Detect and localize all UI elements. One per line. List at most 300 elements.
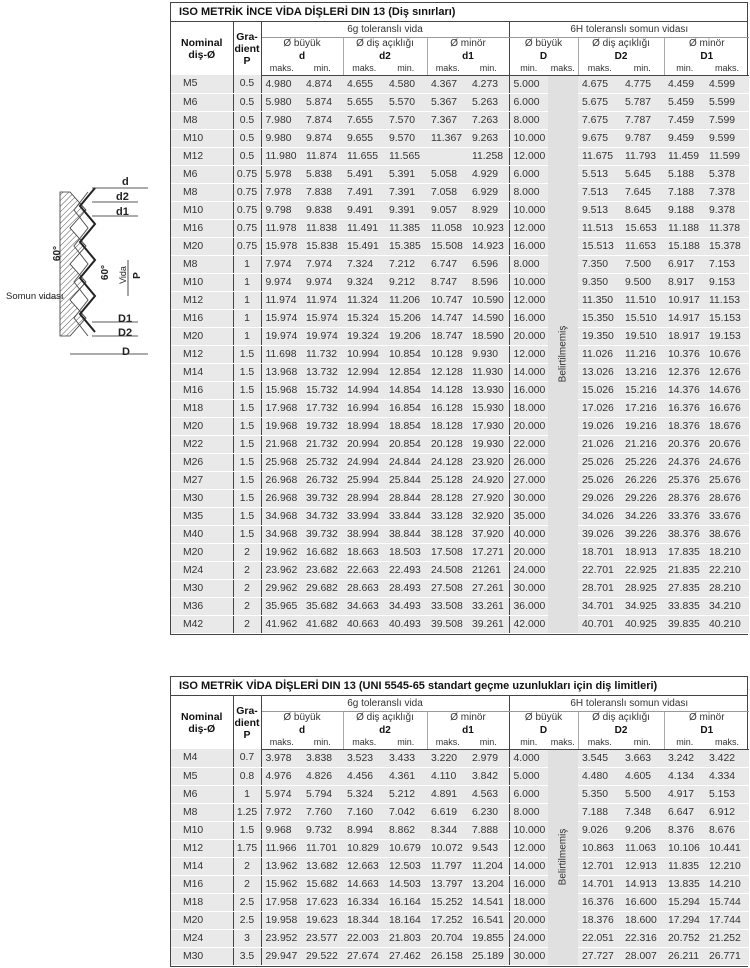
cell-value: 39.508 xyxy=(427,615,468,633)
cell-value: 25.189 xyxy=(468,947,509,965)
cell-value: 3.663 xyxy=(621,749,664,767)
cell-value: 5.058 xyxy=(427,165,468,183)
cell-value: 11.874 xyxy=(302,147,343,165)
thread-profile-diagram xyxy=(0,170,175,370)
cell-value: 3.545 xyxy=(578,749,621,767)
cell-value: 8.000 xyxy=(509,111,548,129)
header-D: D xyxy=(539,724,548,736)
cell-value: 9.732 xyxy=(302,821,343,839)
table-row xyxy=(171,363,749,381)
cell-value: 11.698 xyxy=(261,345,302,363)
cell-value: 9.543 xyxy=(468,839,509,857)
table-row xyxy=(171,219,749,237)
cell-gradient: 1.25 xyxy=(233,803,261,821)
cell-value: 10.863 xyxy=(578,839,621,857)
cell-value: 34.925 xyxy=(621,597,664,615)
cell-nominal: M6 xyxy=(171,165,233,183)
cell-value: 19.206 xyxy=(385,327,427,345)
cell-value: 5.787 xyxy=(621,93,664,111)
cell-value: 3.523 xyxy=(343,749,385,767)
cell-nominal: M8 xyxy=(171,111,233,129)
cell-value: 12.701 xyxy=(578,857,621,875)
cell-value: 25.676 xyxy=(705,471,749,489)
header-big: Ø büyük xyxy=(283,711,321,723)
cell-gradient: 1.5 xyxy=(233,453,261,471)
table-row xyxy=(171,947,749,965)
cell-value: 4.874 xyxy=(302,75,343,93)
cell-value: 17.216 xyxy=(621,399,664,417)
cell-value: 15.510 xyxy=(621,309,664,327)
cell-value: 16.000 xyxy=(509,381,548,399)
cell-value: 15.744 xyxy=(705,893,749,911)
cell-value: 11.565 xyxy=(385,147,427,165)
label-pitch: P xyxy=(131,272,143,279)
cell-value: 8.917 xyxy=(664,273,705,291)
table-row xyxy=(171,327,749,345)
cell-value: 7.874 xyxy=(302,111,343,129)
cell-nominal: M5 xyxy=(171,767,233,785)
cell-value: 5.645 xyxy=(621,165,664,183)
cell-value: 22.210 xyxy=(705,561,749,579)
cell-value: 29.026 xyxy=(578,489,621,507)
cell-value: 6.647 xyxy=(664,803,705,821)
cell-gradient: 0.8 xyxy=(233,767,261,785)
cell-value: 9.838 xyxy=(302,201,343,219)
cell-value: 13.026 xyxy=(578,363,621,381)
cell-value: 8.000 xyxy=(509,803,548,821)
cell-value: 10.679 xyxy=(385,839,427,857)
header-min: min. xyxy=(385,737,427,749)
header-flank: Ø diş açıklığı xyxy=(343,37,427,50)
cell-value: 29.947 xyxy=(261,947,302,965)
cell-value: 25.376 xyxy=(664,471,705,489)
cell-value: 7.974 xyxy=(302,255,343,273)
cell-value: 30.000 xyxy=(509,947,548,965)
cell-value: 4.480 xyxy=(578,767,621,785)
cell-nominal: M10 xyxy=(171,273,233,291)
cell-nominal: M20 xyxy=(171,911,233,929)
cell-value: 11.732 xyxy=(302,345,343,363)
cell-value: 26.226 xyxy=(621,471,664,489)
cell-gradient: 1.75 xyxy=(233,839,261,857)
label-D: D xyxy=(122,346,130,358)
cell-value: 5.378 xyxy=(705,165,749,183)
cell-value: 7.675 xyxy=(578,111,621,129)
header-6g: 6g toleranslı vida xyxy=(261,22,509,37)
cell-value: 19.855 xyxy=(468,929,509,947)
header-min: min. xyxy=(664,737,705,749)
cell-value: 22.316 xyxy=(621,929,664,947)
cell-value: 6.619 xyxy=(427,803,468,821)
cell-value: 13.930 xyxy=(468,381,509,399)
cell-value: 15.491 xyxy=(343,237,385,255)
cell-value: 18.210 xyxy=(705,543,749,561)
header-max: maks. xyxy=(427,737,468,749)
cell-value: 9.599 xyxy=(705,129,749,147)
cell-value: 19.216 xyxy=(621,417,664,435)
header-big: Ø büyük xyxy=(283,37,321,49)
cell-value: 33.835 xyxy=(664,597,705,615)
cell-value: 14.541 xyxy=(468,893,509,911)
label-D2: D2 xyxy=(118,327,133,339)
cell-value: 23.962 xyxy=(261,561,302,579)
cell-value: 30.000 xyxy=(509,489,548,507)
cell-value: 15.968 xyxy=(261,381,302,399)
cell-value: 5.570 xyxy=(385,93,427,111)
cell-gradient: 1.5 xyxy=(233,471,261,489)
cell-value: 18.854 xyxy=(385,417,427,435)
header-min: min. xyxy=(468,63,509,75)
cell-value: 15.732 xyxy=(302,381,343,399)
cell-value: 11.974 xyxy=(302,291,343,309)
fine-thread-table xyxy=(170,2,748,635)
cell-value: 18.128 xyxy=(427,417,468,435)
cell-value: 9.188 xyxy=(664,201,705,219)
cell-value: 27.835 xyxy=(664,579,705,597)
cell-value: 15.974 xyxy=(261,309,302,327)
cell-value: 3.842 xyxy=(468,767,509,785)
cell-gradient: 1.5 xyxy=(233,489,261,507)
cell-value: 26.771 xyxy=(705,947,749,965)
cell-value: 18.000 xyxy=(509,893,548,911)
cell-value: 14.917 xyxy=(664,309,705,327)
cell-gradient: 0.75 xyxy=(233,201,261,219)
table-row xyxy=(171,893,749,911)
cell-value: 13.682 xyxy=(302,857,343,875)
cell-value: 34.026 xyxy=(578,507,621,525)
header-gradient: Gra- dient P xyxy=(233,22,261,75)
table-row xyxy=(171,93,749,111)
cell-value: 7.500 xyxy=(621,255,664,273)
cell-nominal: M16 xyxy=(171,309,233,327)
cell-value: 28.493 xyxy=(385,579,427,597)
thread-profile-svg xyxy=(0,170,175,370)
header-6h: 6H toleranslı somun vidası xyxy=(509,696,749,711)
cell-value: 27.674 xyxy=(343,947,385,965)
cell-nominal: M8 xyxy=(171,255,233,273)
cell-gradient: 1.5 xyxy=(233,417,261,435)
cell-value: 29.962 xyxy=(261,579,302,597)
cell-value: 26.211 xyxy=(664,947,705,965)
cell-value: 20.752 xyxy=(664,929,705,947)
cell-value: 12.128 xyxy=(427,363,468,381)
header-max: maks. xyxy=(578,63,621,75)
cell-value: 7.838 xyxy=(302,183,343,201)
cell-value: 17.835 xyxy=(664,543,705,561)
cell-value: 23.920 xyxy=(468,453,509,471)
cell-value: 24.994 xyxy=(343,453,385,471)
cell-value: 20.994 xyxy=(343,435,385,453)
cell-gradient: 0.75 xyxy=(233,237,261,255)
cell-value: 34.732 xyxy=(302,507,343,525)
cell-value: 11.599 xyxy=(705,147,749,165)
table1-body xyxy=(171,75,749,633)
cell-value: 4.000 xyxy=(509,749,548,767)
cell-value: 37.920 xyxy=(468,525,509,543)
cell-value: 14.376 xyxy=(664,381,705,399)
unspecified-cell xyxy=(548,75,578,633)
cell-value: 38.376 xyxy=(664,525,705,543)
cell-value: 21.216 xyxy=(621,435,664,453)
cell-value: 18.917 xyxy=(664,327,705,345)
table-row xyxy=(171,237,749,255)
cell-gradient: 2 xyxy=(233,875,261,893)
cell-nominal: M20 xyxy=(171,237,233,255)
cell-value: 25.026 xyxy=(578,453,621,471)
cell-value: 19.958 xyxy=(261,911,302,929)
header-d: d xyxy=(298,724,306,736)
cell-value: 15.216 xyxy=(621,381,664,399)
cell-value: 9.500 xyxy=(621,273,664,291)
cell-value: 12.376 xyxy=(664,363,705,381)
cell-value: 9.350 xyxy=(578,273,621,291)
cell-value: 28.210 xyxy=(705,579,749,597)
unspecified-cell xyxy=(548,749,578,965)
cell-value: 11.026 xyxy=(578,345,621,363)
cell-value: 10.376 xyxy=(664,345,705,363)
cell-value: 12.210 xyxy=(705,857,749,875)
header-D: D xyxy=(539,50,548,62)
cell-value: 17.294 xyxy=(664,911,705,929)
cell-gradient: 1 xyxy=(233,785,261,803)
cell-value: 4.110 xyxy=(427,767,468,785)
cell-value: 20.000 xyxy=(509,543,548,561)
cell-value: 24.844 xyxy=(385,453,427,471)
table-row xyxy=(171,929,749,947)
cell-value: 26.732 xyxy=(302,471,343,489)
cell-gradient: 1.5 xyxy=(233,399,261,417)
cell-value: 16.334 xyxy=(343,893,385,911)
cell-value: 11.063 xyxy=(621,839,664,857)
cell-value: 9.974 xyxy=(302,273,343,291)
cell-value: 39.835 xyxy=(664,615,705,633)
cell-value: 19.962 xyxy=(261,543,302,561)
cell-value: 9.459 xyxy=(664,129,705,147)
cell-value: 22.663 xyxy=(343,561,385,579)
table-row xyxy=(171,417,749,435)
cell-value: 16.682 xyxy=(302,543,343,561)
cell-gradient: 2 xyxy=(233,579,261,597)
cell-value: 7.263 xyxy=(468,111,509,129)
cell-nominal: M20 xyxy=(171,543,233,561)
cell-value: 34.210 xyxy=(705,597,749,615)
cell-value: 18.994 xyxy=(343,417,385,435)
cell-value: 26.158 xyxy=(427,947,468,965)
cell-value: 14.854 xyxy=(385,381,427,399)
cell-value: 15.978 xyxy=(261,237,302,255)
cell-value: 15.508 xyxy=(427,237,468,255)
cell-value: 15.153 xyxy=(705,309,749,327)
header-max: maks. xyxy=(548,63,578,75)
header-D1: D1 xyxy=(700,50,714,62)
cell-value: 15.378 xyxy=(705,237,749,255)
cell-value: 28.701 xyxy=(578,579,621,597)
cell-value: 38.128 xyxy=(427,525,468,543)
cell-value: 20.376 xyxy=(664,435,705,453)
cell-value: 33.676 xyxy=(705,507,749,525)
header-6h: 6H toleranslı somun vidası xyxy=(509,22,749,37)
cell-value: 21.732 xyxy=(302,435,343,453)
table1-title: ISO METRİK İNCE VİDA DİŞLERİ DIN 13 (Diş sınırları) xyxy=(171,3,747,22)
cell-value: 6.747 xyxy=(427,255,468,273)
cell-value: 9.263 xyxy=(468,129,509,147)
header-min: min. xyxy=(664,63,705,75)
cell-value: 19.350 xyxy=(578,327,621,345)
cell-nominal: M12 xyxy=(171,839,233,857)
cell-value: 11.385 xyxy=(385,219,427,237)
cell-gradient: 0.75 xyxy=(233,165,261,183)
cell-value: 18.503 xyxy=(385,543,427,561)
cell-value: 16.676 xyxy=(705,399,749,417)
table-row xyxy=(171,435,749,453)
label-nut: Somun vidası xyxy=(6,291,64,302)
header-flank-nut: Ø diş açıklığı xyxy=(578,711,664,724)
table-row xyxy=(171,489,749,507)
cell-value: 9.491 xyxy=(343,201,385,219)
cell-gradient: 1.5 xyxy=(233,345,261,363)
cell-value: 16.128 xyxy=(427,399,468,417)
cell-value: 10.441 xyxy=(705,839,749,857)
cell-value: 39.026 xyxy=(578,525,621,543)
cell-value: 33.376 xyxy=(664,507,705,525)
cell-nominal: M18 xyxy=(171,399,233,417)
header-D2: D2 xyxy=(614,50,628,62)
cell-value: 5.188 xyxy=(664,165,705,183)
cell-value: 22.051 xyxy=(578,929,621,947)
cell-value: 14.663 xyxy=(343,875,385,893)
cell-value: 8.747 xyxy=(427,273,468,291)
header-d2: d2 xyxy=(379,50,391,62)
cell-value: 14.913 xyxy=(621,875,664,893)
cell-nominal: M42 xyxy=(171,615,233,633)
cell-value: 9.974 xyxy=(261,273,302,291)
cell-gradient: 2.5 xyxy=(233,893,261,911)
table2-header xyxy=(171,696,749,749)
header-max: maks. xyxy=(548,737,578,749)
cell-value: 6.917 xyxy=(664,255,705,273)
cell-value: 4.675 xyxy=(578,75,621,93)
table-row xyxy=(171,839,749,857)
cell-value: 17.744 xyxy=(705,911,749,929)
cell-value: 6.230 xyxy=(468,803,509,821)
cell-value: 18.164 xyxy=(385,911,427,929)
cell-value: 19.510 xyxy=(621,327,664,345)
cell-value: 7.350 xyxy=(578,255,621,273)
cell-nominal: M10 xyxy=(171,129,233,147)
header-nominal: Nominal diş-Ø xyxy=(171,696,233,749)
cell-value: 11.966 xyxy=(261,839,302,857)
cell-value: 14.128 xyxy=(427,381,468,399)
cell-value: 16.854 xyxy=(385,399,427,417)
cell-value: 21.803 xyxy=(385,929,427,947)
header-max: maks. xyxy=(578,737,621,749)
cell-value: 10.917 xyxy=(664,291,705,309)
cell-gradient: 0.5 xyxy=(233,147,261,165)
cell-value: 18.000 xyxy=(509,399,548,417)
header-D2: D2 xyxy=(614,724,628,736)
cell-gradient: 2 xyxy=(233,561,261,579)
cell-value: 4.929 xyxy=(468,165,509,183)
cell-value: 14.590 xyxy=(468,309,509,327)
cell-value: 5.350 xyxy=(578,785,621,803)
cell-value: 7.570 xyxy=(385,111,427,129)
table-row xyxy=(171,345,749,363)
cell-value: 8.000 xyxy=(509,183,548,201)
table1-header xyxy=(171,22,749,75)
header-min: min. xyxy=(468,737,509,749)
cell-value: 10.854 xyxy=(385,345,427,363)
cell-value: 3.242 xyxy=(664,749,705,767)
cell-value: 20.000 xyxy=(509,417,548,435)
cell-value: 7.188 xyxy=(664,183,705,201)
cell-value: 9.057 xyxy=(427,201,468,219)
cell-nominal: M8 xyxy=(171,183,233,201)
cell-value: 11.367 xyxy=(427,129,468,147)
header-max: maks. xyxy=(261,737,302,749)
cell-nominal: M30 xyxy=(171,489,233,507)
table-row xyxy=(171,525,749,543)
cell-nominal: M12 xyxy=(171,345,233,363)
cell-value: 39.732 xyxy=(302,489,343,507)
cell-value: 27.727 xyxy=(578,947,621,965)
cell-nominal: M36 xyxy=(171,597,233,615)
table-row xyxy=(171,453,749,471)
cell-value: 9.391 xyxy=(385,201,427,219)
cell-value: 11.153 xyxy=(705,291,749,309)
cell-gradient: 1.5 xyxy=(233,363,261,381)
cell-value: 16.994 xyxy=(343,399,385,417)
cell-value: 4.980 xyxy=(261,75,302,93)
table1 xyxy=(171,22,749,634)
cell-value: 34.968 xyxy=(261,507,302,525)
cell-value: 15.188 xyxy=(664,237,705,255)
cell-value: 6.000 xyxy=(509,93,548,111)
cell-value: 5.500 xyxy=(621,785,664,803)
cell-value: 36.000 xyxy=(509,597,548,615)
cell-value: 11.980 xyxy=(261,147,302,165)
cell-value: 21.968 xyxy=(261,435,302,453)
cell-value: 19.930 xyxy=(468,435,509,453)
cell-value: 17.958 xyxy=(261,893,302,911)
cell-value: 25.994 xyxy=(343,471,385,489)
cell-value: 7.974 xyxy=(261,255,302,273)
cell-nominal: M14 xyxy=(171,857,233,875)
cell-value: 16.000 xyxy=(509,237,548,255)
cell-gradient: 1 xyxy=(233,273,261,291)
cell-value: 7.760 xyxy=(302,803,343,821)
cell-value: 10.072 xyxy=(427,839,468,857)
cell-value: 33.261 xyxy=(468,597,509,615)
cell-gradient: 2 xyxy=(233,543,261,561)
table-row xyxy=(171,543,749,561)
cell-value: 14.000 xyxy=(509,363,548,381)
cell-value: 4.826 xyxy=(302,767,343,785)
cell-value: 20.000 xyxy=(509,911,548,929)
cell-value: 24.128 xyxy=(427,453,468,471)
cell-nominal: M20 xyxy=(171,417,233,435)
cell-value: 7.391 xyxy=(385,183,427,201)
cell-nominal: M8 xyxy=(171,803,233,821)
cell-value: 15.962 xyxy=(261,875,302,893)
cell-value: 10.106 xyxy=(664,839,705,857)
cell-value: 10.923 xyxy=(468,219,509,237)
cell-value: 12.503 xyxy=(385,857,427,875)
cell-value: 11.459 xyxy=(664,147,705,165)
cell-value: 33.844 xyxy=(385,507,427,525)
cell-value: 33.994 xyxy=(343,507,385,525)
header-d1: d1 xyxy=(462,724,474,736)
cell-value: 2.979 xyxy=(468,749,509,767)
